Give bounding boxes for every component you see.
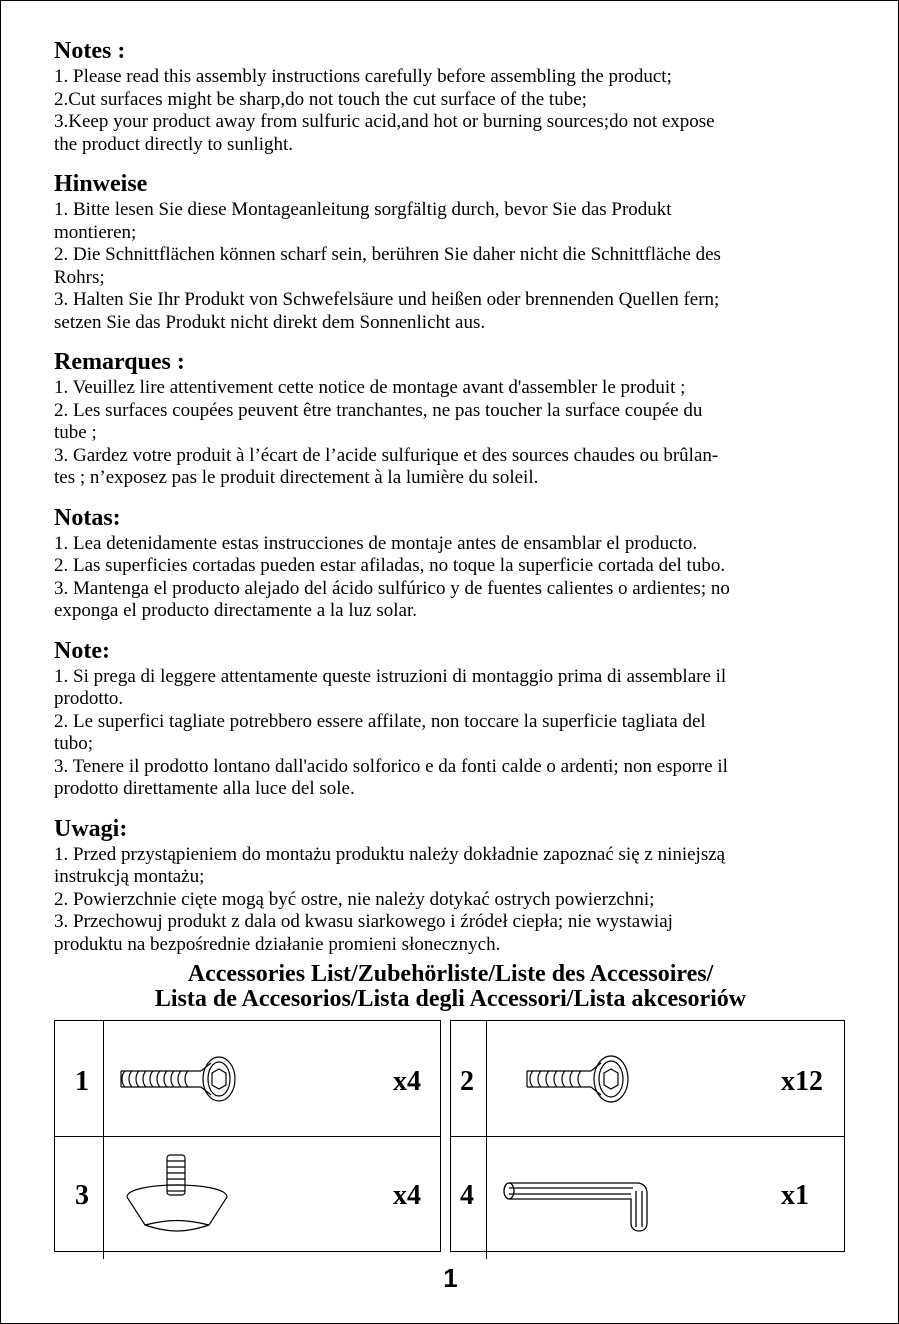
row-divider xyxy=(55,1136,440,1137)
note-line: 1. Bitte lesen Sie diese Montageanleitung sorgfältig durch, bevor Sie das Produkt xyxy=(54,199,672,220)
note-line: 1. Please read this assembly instructions carefully before assembling the product; xyxy=(54,66,672,87)
item-quantity: x4 xyxy=(393,1180,421,1211)
section-heading: Remarques : xyxy=(54,349,185,375)
note-line: prodotto. xyxy=(54,688,124,709)
accessories-title-line1: Accessories List/Zubehörliste/Liste des Accessoires/ xyxy=(187,961,714,987)
row-divider xyxy=(451,1136,844,1137)
note-line: instrukcją montażu; xyxy=(54,866,205,887)
accessories-title-line2: Lista de Accesorios/Lista degli Accessori/Lista akcesoriów xyxy=(154,986,747,1012)
notes-english xyxy=(54,37,854,156)
allen-key-icon xyxy=(499,1173,651,1237)
notes-polish xyxy=(54,815,854,957)
long-bolt-icon xyxy=(119,1049,239,1109)
safety-notes xyxy=(54,37,854,970)
notes-german xyxy=(54,170,854,334)
note-line: the product directly to sunlight. xyxy=(54,133,294,155)
note-line: 1. Przed przystąpieniem do montażu produktu należy dokładnie zapoznać się z niniejszą xyxy=(54,843,726,865)
accessories-table-left xyxy=(54,1020,441,1252)
item-number: 1 xyxy=(75,1066,89,1097)
accessories-title xyxy=(1,962,899,1012)
note-line: 2. Les surfaces coupées peuvent être tranchantes, ne pas toucher la surface coupée du xyxy=(54,399,703,421)
note-line: 3. Tenere il prodotto lontano dall'acido solforico e da fonti calde o ardenti; non esporre il xyxy=(54,755,728,777)
accessories-table-right xyxy=(450,1020,845,1252)
leveling-foot-icon xyxy=(125,1151,229,1235)
column-divider xyxy=(486,1021,487,1259)
section-heading: Notes : xyxy=(54,38,126,64)
note-line: 3. Przechowuj produkt z dala od kwasu siarkowego i źródeł ciepła; nie wystawiaj xyxy=(54,911,673,932)
note-line: 1. Lea detenidamente estas instrucciones de montaje antes de ensamblar el producto. xyxy=(54,532,698,554)
note-line: Rohrs; xyxy=(54,266,105,288)
note-line: 2.Cut surfaces might be sharp,do not touch the cut surface of the tube; xyxy=(54,88,587,110)
note-line: tube ; xyxy=(54,422,97,443)
note-line: 1. Si prega di leggere attentamente queste istruzioni di montaggio prima di assemblare il xyxy=(54,665,727,687)
item-quantity: x4 xyxy=(393,1066,421,1097)
section-heading: Note: xyxy=(54,637,110,664)
item-quantity: x1 xyxy=(781,1180,809,1211)
item-number: 2 xyxy=(460,1066,474,1097)
notes-italian xyxy=(54,637,854,801)
notes-spanish xyxy=(54,504,854,623)
note-line: exponga el producto directamente a la luz solar. xyxy=(54,600,417,621)
note-line: 2. Le superfici tagliate potrebbero essere affilate, non toccare la superficie tagliata del xyxy=(54,710,706,732)
note-line: prodotto direttamente alla luce del sole. xyxy=(54,778,355,799)
notes-french xyxy=(54,348,854,490)
column-divider xyxy=(103,1021,104,1259)
item-number: 3 xyxy=(75,1180,89,1211)
note-line: tubo; xyxy=(54,733,94,754)
note-line: 2. Las superficies cortadas pueden estar afiladas, no toque la superficie cortada del tubo. xyxy=(54,555,726,576)
note-line: 3. Mantenga el producto alejado del ácido sulfúrico y de fuentes calientes o ardientes; no xyxy=(54,577,730,599)
note-line: produktu na bezpośrednie działanie promieni słonecznych. xyxy=(54,933,501,955)
note-line: 3. Gardez votre produit à l’écart de l’acide sulfurique et des sources chaudes ou brûlan- xyxy=(54,444,719,466)
note-line: 2. Die Schnittflächen können scharf sein, berühren Sie daher nicht die Schnittfläche des xyxy=(54,244,721,265)
item-number: 4 xyxy=(460,1180,474,1211)
section-heading: Hinweise xyxy=(54,171,148,197)
section-heading: Uwagi: xyxy=(54,815,128,842)
note-line: 3.Keep your product away from sulfuric acid,and hot or burning sources;do not expose xyxy=(54,111,715,132)
note-line: 1. Veuillez lire attentivement cette notice de montage avant d'assembler le produit ; xyxy=(54,377,686,398)
item-quantity: x12 xyxy=(781,1066,823,1097)
note-line: tes ; n’exposez pas le produit directement à la lumière du soleil. xyxy=(54,467,539,488)
section-heading: Notas: xyxy=(54,504,121,531)
short-bolt-icon xyxy=(525,1049,633,1109)
note-line: setzen Sie das Produkt nicht direkt dem Sonnenlicht aus. xyxy=(54,311,486,333)
note-line: montieren; xyxy=(54,221,137,243)
note-line: 2. Powierzchnie cięte mogą być ostre, nie należy dotykać ostrych powierzchni; xyxy=(54,888,655,910)
note-line: 3. Halten Sie Ihr Produkt von Schwefelsäure und heißen oder brennenden Quellen fern; xyxy=(54,289,720,310)
page-number: 1 xyxy=(443,1263,458,1293)
